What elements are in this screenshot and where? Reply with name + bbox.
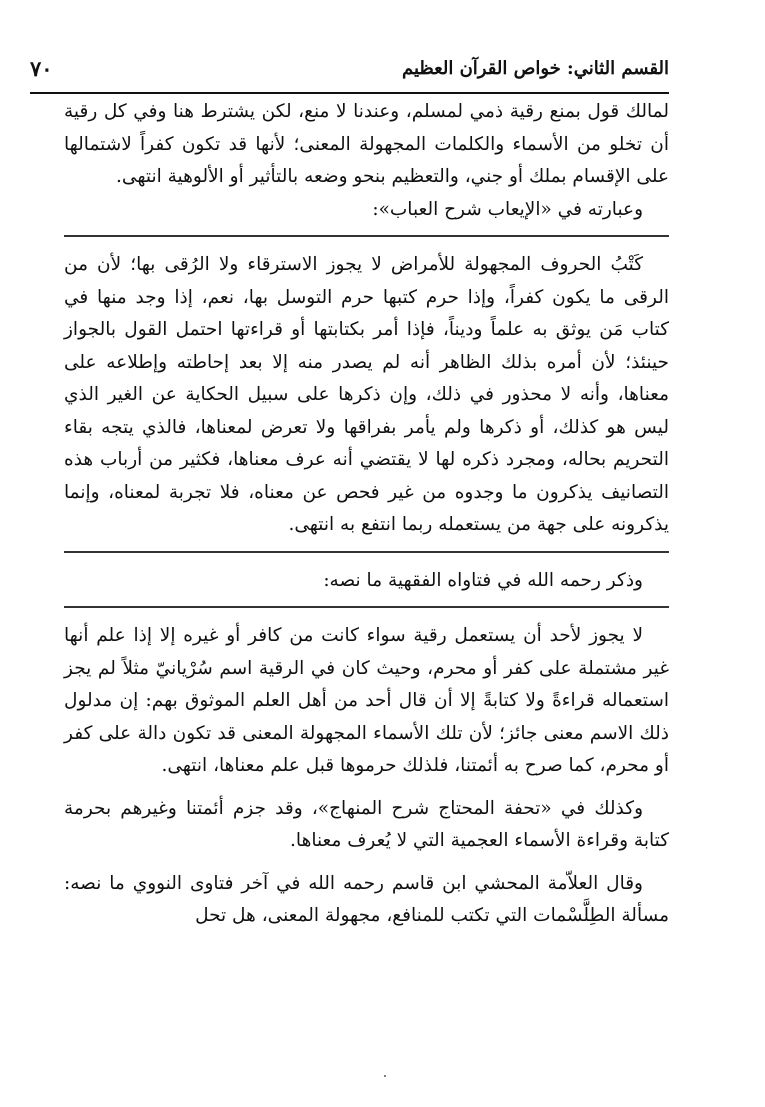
- page-body: [64, 96, 669, 933]
- paragraph-6: وكذلك في «تحفة المحتاج شرح المنهاج»، وقد جزم أئمتنا وغيرهم بحرمة كتابة وقراءة الأسماء العجمية التي لا يُعرف معناها.: [64, 797, 669, 851]
- paragraph-5: لا يجوز لأحد أن يستعمل رقية سواء كانت من كافر أو غيره إلا إذا علم أنها غير مشتملة على كفر أو محرم، وحيث كان في الرقية اسم سُرْيانيّ مثلاً لم يجز استعماله قراءةً ولا كتابةً إلا أن قال أحد من أهل العلم الموثوق بهم: إن مدلول ذلك الاسم معنى جائز؛ لأن تلك الأسماء المجهولة المعنى قد تكون دالة على كفر أو محرم، كما صرح به أئمتنا، فلذلك حرموها قبل علم معناها، انتهى.: [64, 625, 669, 776]
- paragraph-2: وعبارته في «الإيعاب شرح العباب»:: [372, 198, 643, 220]
- scan-mark: [384, 1075, 386, 1077]
- quote-divider: [64, 235, 669, 237]
- quote-divider: [64, 551, 669, 553]
- running-title: القسم الثاني: خواص القرآن العظيم: [401, 57, 669, 79]
- page-number: ٧٠: [30, 55, 53, 81]
- paragraph-4: وذكر رحمه الله في فتاواه الفقهية ما نصه:: [323, 569, 643, 591]
- paragraph-7: وقال العلاّمة المحشي ابن قاسم رحمه الله في آخر فتاوى النووي ما نصه: مسألة الطِلَّسْمات التي تكتب للمنافع، مجهولة المعنى، هل تحل: [64, 872, 669, 926]
- page-header: [30, 44, 669, 94]
- paragraph-3: كَتْبُ الحروف المجهولة للأمراض لا يجوز الاسترقاء ولا الرُقى بها؛ لأن من الرقى ما يكون كفراً، وإذا حرم كتبها حرم التوسل بها، نعم، إذا وجد منها في كتاب مَن يوثق به علماً وديناً، فإذا أمر بكتابتها أو قراءتها احتمل القول بالجواز حينئذ؛ لأن أمره بذلك الظاهر أنه لم يصدر منه إلا بعد إحاطته وإطلاعه على معناها، وأنه لا محذور في ذلك، وإن ذكرها على سبيل الحكاية عن الغير الذي ليس هو كذلك، أو ذكرها ولم يأمر بفراقها ولا تعرض لمعناها، فالذي يتجه بقاء التحريم بحاله، ومجرد ذكره لها لا يقتضي أنه عرف معناها، فكثير من أرباب هذه التصانيف يذكرون ما وجدوه من غير فحص عن معناه، فلا تجربة لمعناه، وإنما يذكرونه على جهة من يستعمله ربما انتفع به انتهى.: [64, 254, 669, 535]
- paragraph-1: لمالك قول بمنع رقية ذمي لمسلم، وعندنا لا منع، لكن يشترط هنا وفي كل رقية أن تخلو من الأسماء والكلمات المجهولة المعنى؛ لأنها قد تكون كفراً لاشتمالها على الإقسام بملك أو جني، والتعظيم بنحو وضعه بالتأثير أو الألوهية انتهى.: [64, 101, 669, 187]
- quote-divider: [64, 606, 669, 608]
